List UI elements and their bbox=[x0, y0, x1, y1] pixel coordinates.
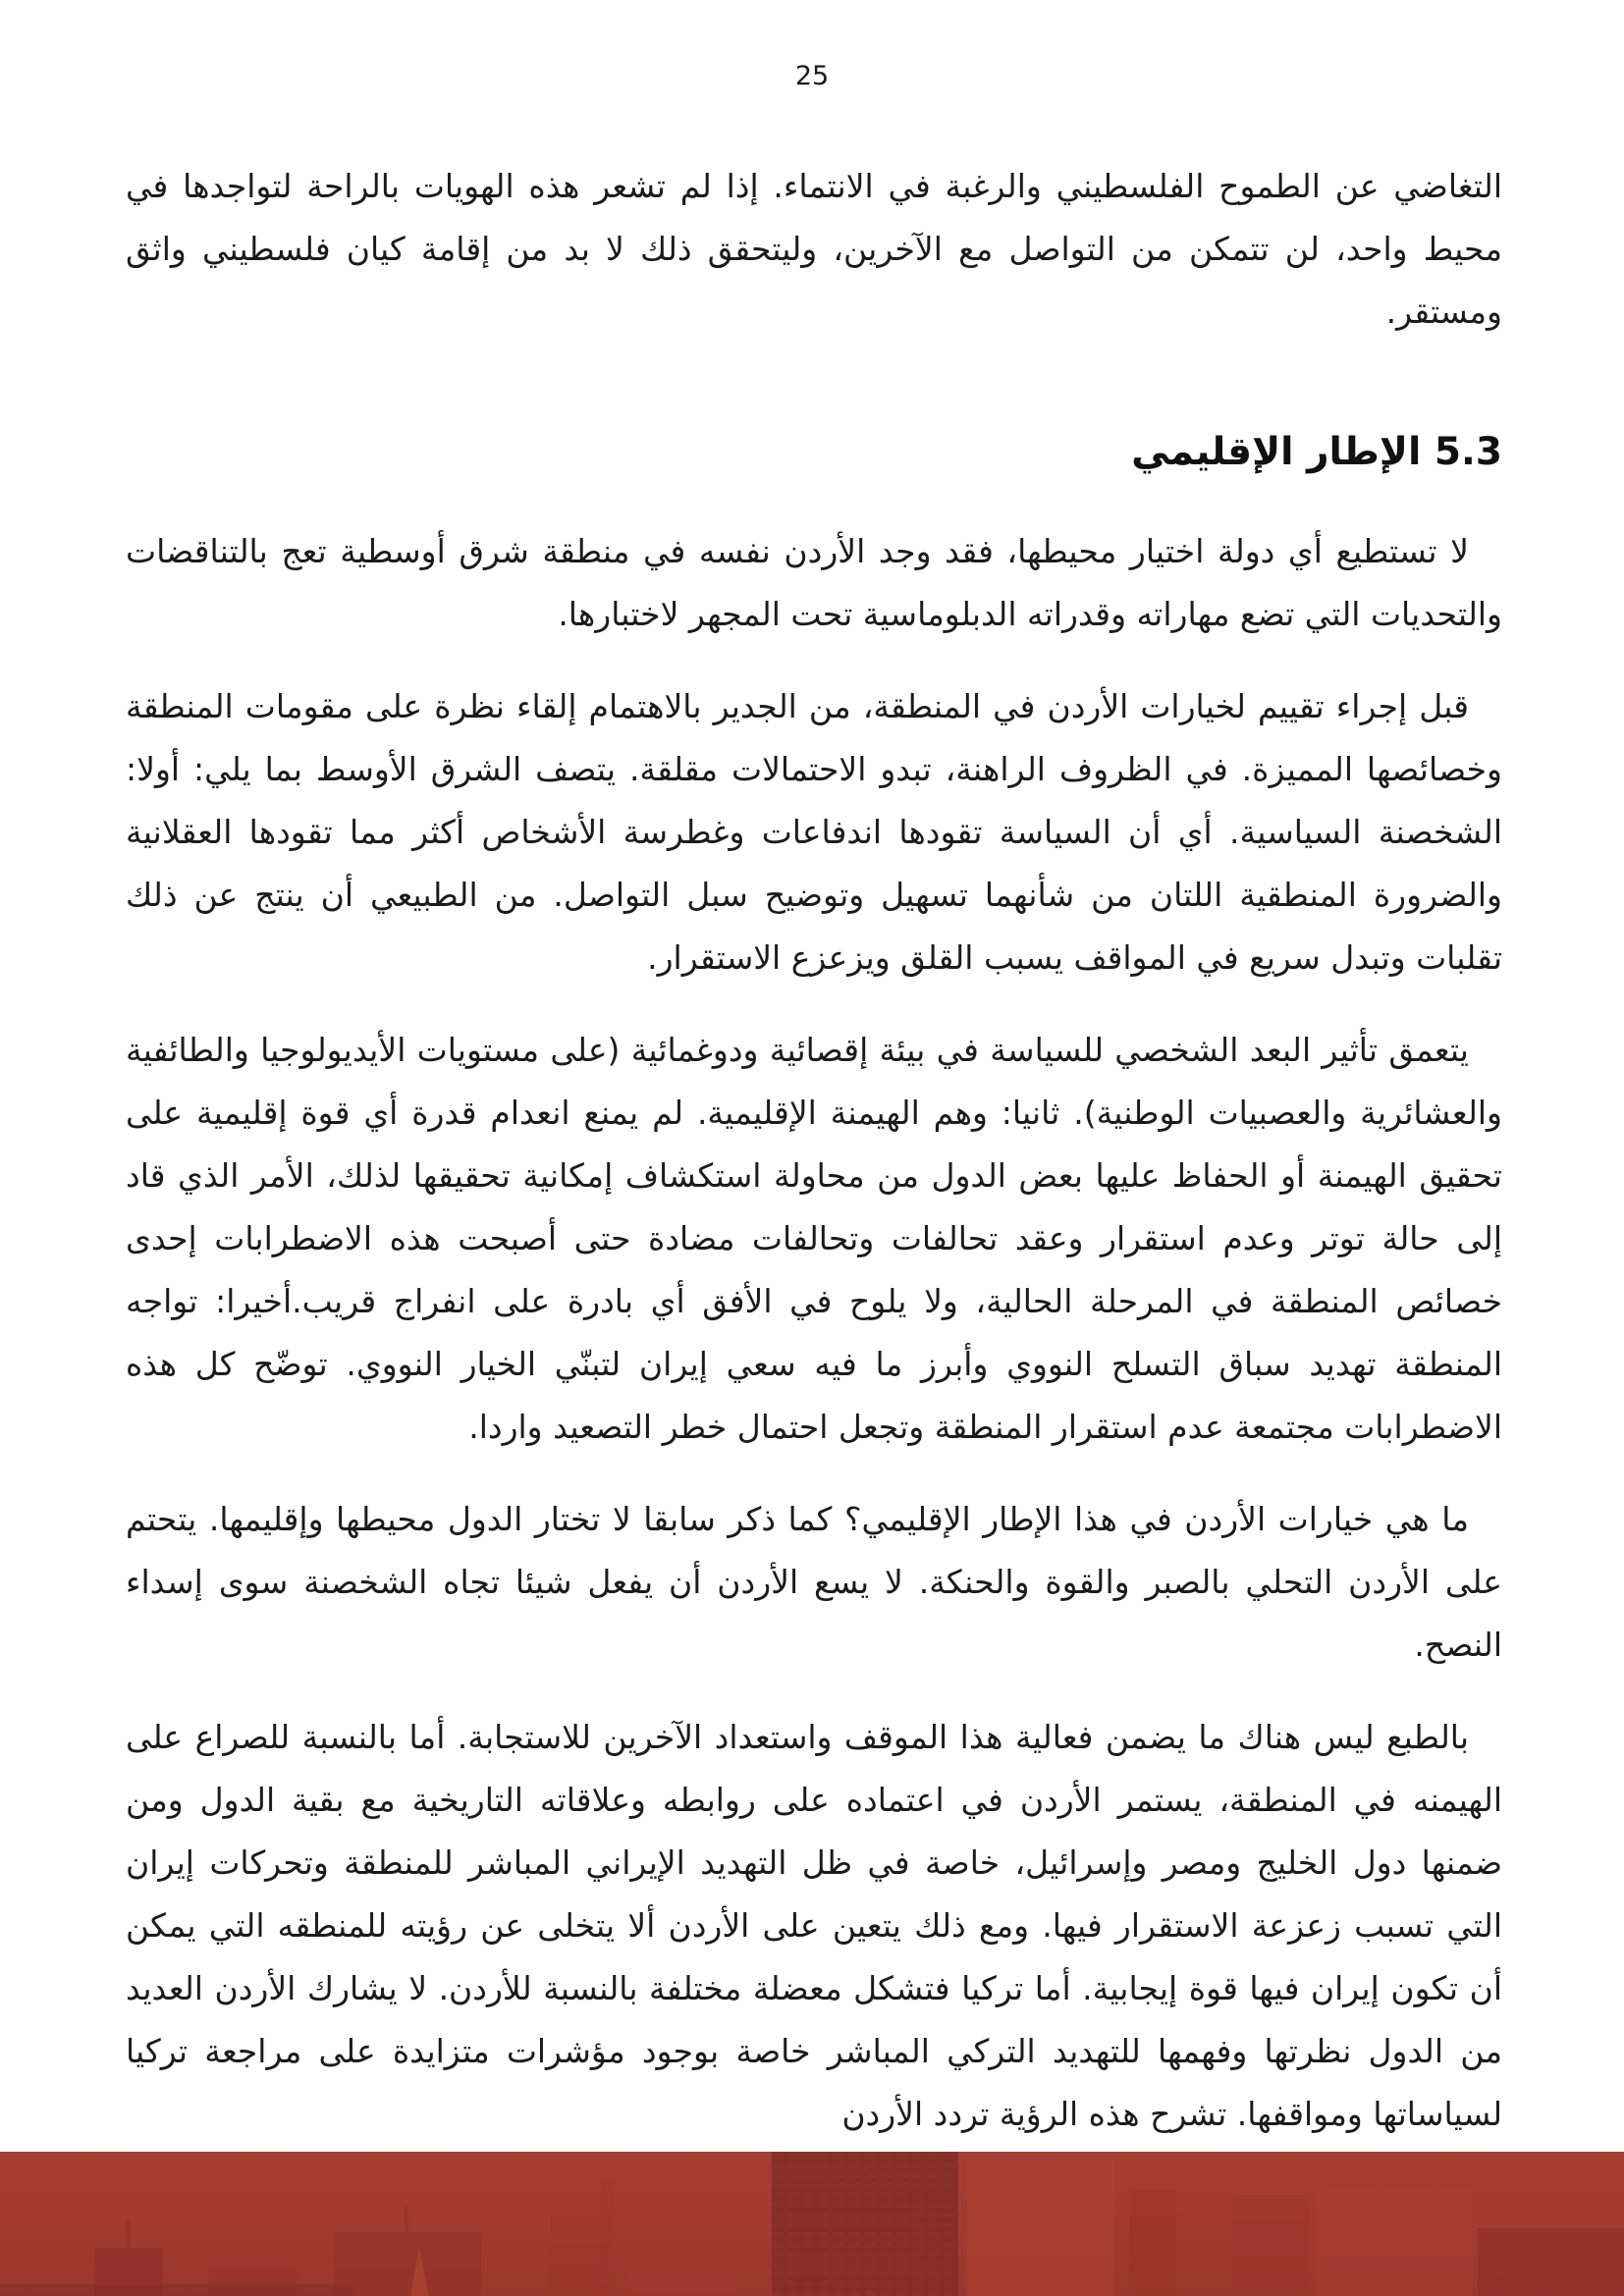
footer-skyline-image bbox=[0, 2152, 1624, 2296]
body-paragraph-continuation: التغاضي عن الطموح الفلسطيني والرغبة في الانتماء. إذا لم تشعر هذه الهويات بالراحة لتواجدها في محيط واحد، لن تتمكن من التواصل مع الآخرين، وليتحقق ذلك لا بد من إقامة كيان فلسطيني واثق ومستقر. bbox=[126, 167, 1502, 331]
page-number: 25 bbox=[794, 61, 830, 91]
body-paragraph-4: ما هي خيارات الأردن في هذا الإطار الإقليمي؟ كما ذكر سابقا لا تختار الدول محيطها وإقليمها. يتحتم على الأردن التحلي بالصبر والقوة والحنكة. لا يسع الأردن أن يفعل شيئا تجاه الشخصنة سوى إسداء النصح. bbox=[126, 1500, 1502, 1664]
body-paragraph-1: لا تستطيع أي دولة اختيار محيطها، فقد وجد الأردن نفسه في منطقة شرق أوسطية تعج بالتناقضات والتحديات التي تضع مهاراته وقدراته الدبلوماسية تحت المجهر لاختبارها. bbox=[126, 532, 1502, 633]
body-paragraph-5: بالطبع ليس هناك ما يضمن فعالية هذا الموقف واستعداد الآخرين للاستجابة. أما بالنسبة للصراع على الهيمنه في المنطقة، يستمر الأردن في اعتماده على روابطه وعلاقاته التاريخية مع بقية الدول ومن ضمنها دول الخليج ومصر وإسرائيل، خاصة في ظل التهديد الإيراني المباشر للمنطقة وتحركات إيران التي تسبب زعزعة الاستقرار فيها. ومع ذلك يتعين على الأردن ألا يتخلى عن رؤيته للمنطقه التي يمكن أن تكون إيران فيها قوة إيجابية. أما تركيا فتشكل معضلة مختلفة بالنسبة للأردن. لا يشارك الأردن العديد من الدول نظرتها وفهمها للتهديد التركي المباشر خاصة بوجود مؤشرات متزايدة على مراجعة تركيا لسياساتها ومواقفها. تشرح هذه الرؤية تردد الأردن bbox=[126, 1718, 1502, 2133]
body-paragraph-3: يتعمق تأثير البعد الشخصي للسياسة في بيئة إقصائية ودوغمائية (على مستويات الأيديولوجيا والطائفية والعشائرية والعصبيات الوطنية). ثانيا: وهم الهيمنة الإقليمية. لم يمنع انعدام قدرة أي قوة إقليمية على تحقيق الهيمنة أو الحفاظ عليها بعض الدول من محاولة استكشاف إمكانية تحقيقها لذلك، الأمر الذي قاد إلى حالة توتر وعدم استقرار وعقد تحالفات وتحالفات مضادة حتى أصبحت هذه الاضطرابات إحدى خصائص المنطقة في المرحلة الحالية، ولا يلوح في الأفق أي بادرة على انفراج قريب.أخيرا: تواجه المنطقة تهديد سباق التسلح النووي وأبرز ما فيه سعي إيران لتبنّي الخيار النووي. توضّح كل هذه الاضطرابات مجتمعة عدم استقرار المنطقة وتجعل احتمال خطر التصعيد واردا. bbox=[126, 1031, 1502, 1446]
body-paragraph-2: قبل إجراء تقييم لخيارات الأردن في المنطقة، من الجدير بالاهتمام إلقاء نظرة على مقومات المنطقة وخصائصها المميزة. في الظروف الراهنة، تبدو الاحتمالات مقلقة. يتصف الشرق الأوسط بما يلي: أولا: الشخصنة السياسية. أي أن السياسة تقودها اندفاعات وغطرسة الأشخاص أكثر مما تقودها العقلانية والضرورة المنطقية اللتان من شأنهما تسهيل وتوضيح سبل التواصل. من الطبيعي أن ينتج عن ذلك تقلبات وتبدل سريع في المواقف يسبب القلق ويزعزع الاستقرار. bbox=[126, 687, 1502, 977]
page-body bbox=[126, 155, 1502, 2175]
section-heading: 5.3 الإطار الإقليمي bbox=[1131, 430, 1502, 474]
